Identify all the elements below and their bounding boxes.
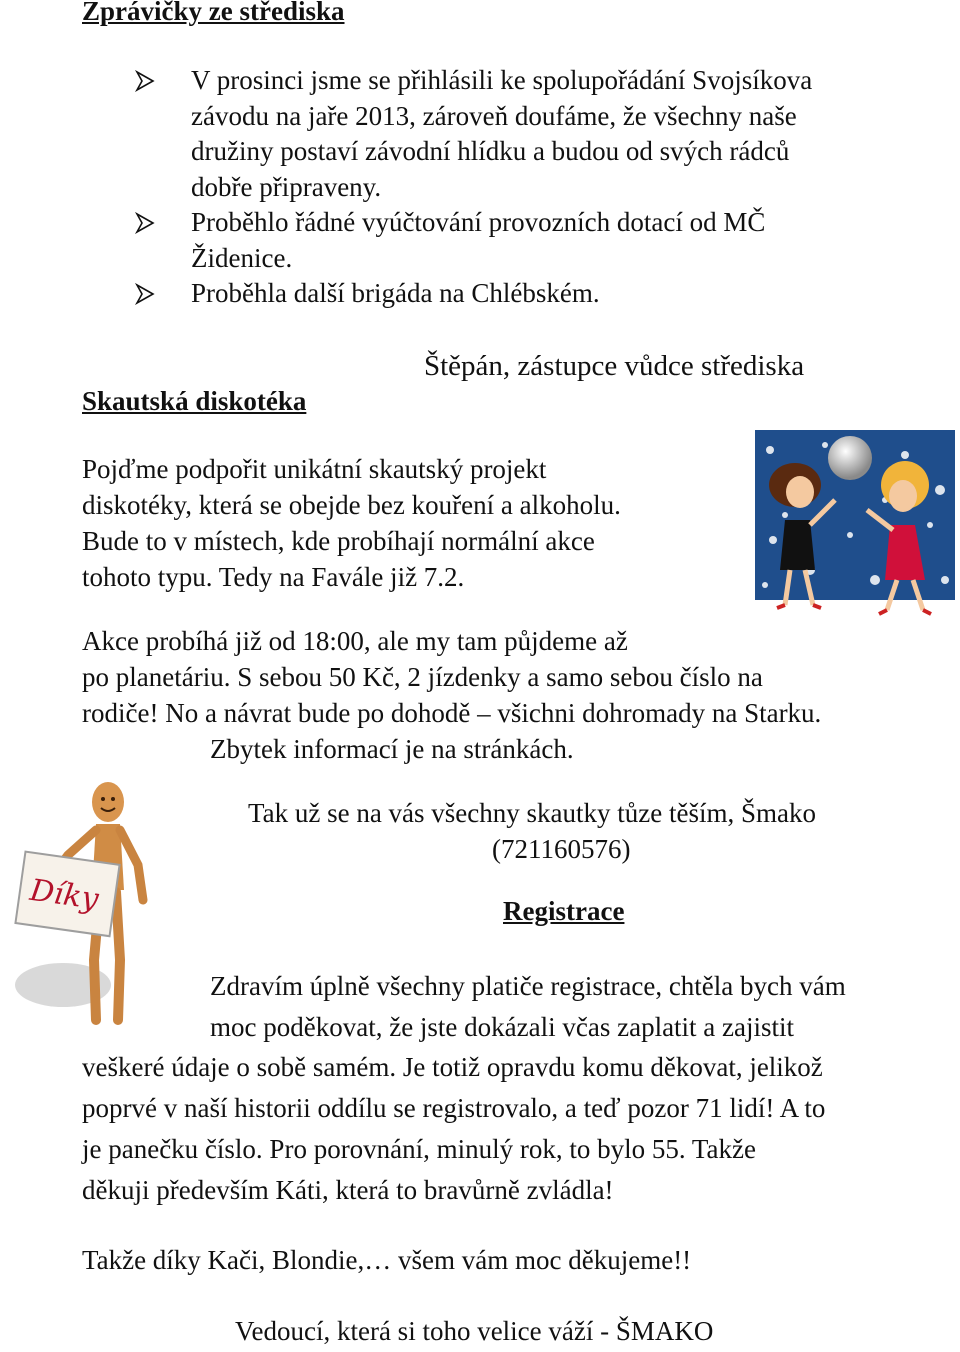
sign-text: Díky: [27, 872, 101, 918]
disco-closing-phone: (721160576): [492, 834, 631, 864]
paragraph-line: tohoto typu. Tedy na Favále již 7.2.: [82, 562, 465, 592]
news-bullet-2: [135, 205, 935, 276]
news-signature: Štěpán, zástupce vůdce střediska: [424, 350, 805, 382]
registration-heading: Registrace: [503, 896, 625, 926]
registration-line: Zdravím úplně všechny platiče registrace, chtěla bych vám: [210, 971, 846, 1001]
news-bullet-3: [135, 276, 935, 312]
news-bullet-1: [135, 63, 935, 205]
arrow-bullet-icon: [135, 70, 155, 92]
bullet-line: družiny postaví závodní hlídku a budou od svých rádců: [191, 136, 790, 166]
disco-paragraph-2: [82, 623, 821, 731]
disco-heading: Skautská diskotéka: [82, 386, 307, 416]
bullet-line: V prosinci jsme se přihlásili ke spolupořádání Svojsíkova: [191, 65, 813, 95]
paragraph-line: diskotéky, která se obejde bez kouření a alkoholu.: [82, 490, 621, 520]
disco-closing-line-1: Tak už se na vás všechny skautky tůze těším, Šmako: [248, 798, 816, 828]
disco-paragraph-1: [82, 451, 621, 595]
wooden-mannequin-diky-image: [8, 780, 198, 1040]
registration-line: moc poděkovat, že jste dokázali včas zaplatit a zajistit: [210, 1012, 795, 1042]
registration-signoff: Vedoucí, která si toho velice váží - ŠMAKO: [235, 1316, 714, 1346]
paragraph-line: Bude to v místech, kde probíhají normální akce: [82, 526, 595, 556]
paragraph-line: Akce probíhá již od 18:00, ale my tam půjdeme až: [82, 626, 628, 656]
arrow-bullet-icon: [135, 212, 155, 234]
news-heading: Zprávičky ze střediska: [82, 0, 345, 26]
news-bullet-list: [135, 63, 935, 312]
paragraph-line: rodiče! No a návrat bude po dohodě – všichni dohromady na Starku.: [82, 698, 822, 728]
paragraph-line: Pojďme podpořit unikátní skautský projekt: [82, 454, 547, 484]
bullet-line: dobře připraveny.: [191, 171, 382, 202]
paragraph-line: po planetáriu. S sebou 50 Kč, 2 jízdenky a samo sebou číslo na: [82, 662, 763, 692]
bullet-line: Proběhlo řádné vyúčtování provozních dotací od MČ: [191, 207, 766, 237]
bullet-line: závodu na jaře 2013, zároveň doufáme, že všechny naše: [191, 100, 797, 131]
registration-line: děkuji především Káti, která to bravůrně zvládla!: [82, 1175, 614, 1205]
arrow-bullet-icon: [135, 283, 155, 305]
disco-info-line: Zbytek informací je na stránkách.: [210, 734, 574, 764]
disco-dancers-image: [755, 430, 955, 630]
registration-line: je panečku číslo. Pro porovnání, minulý rok, to bylo 55. Takže: [82, 1134, 756, 1164]
registration-line: poprvé v naší historii oddílu se registrovalo, a teď pozor 71 lidí! A to: [82, 1093, 826, 1123]
registration-line: veškeré údaje o sobě samém. Je totiž opravdu komu děkovat, jelikož: [82, 1052, 823, 1082]
bullet-line: Židenice.: [191, 242, 293, 273]
bullet-line: Proběhla další brigáda na Chlébském.: [191, 278, 600, 308]
registration-thanks: Takže díky Kači, Blondie,… všem vám moc děkujeme!!: [82, 1245, 692, 1275]
